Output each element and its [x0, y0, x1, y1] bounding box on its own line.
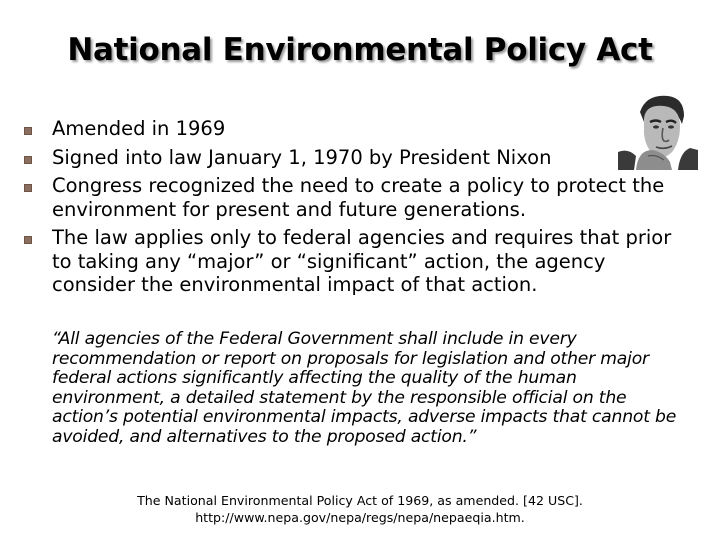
- slide-title: National Environmental Policy Act: [67, 32, 653, 68]
- bullet-text: The law applies only to federal agencies and requires that prior to taking any “major” or “significant” action, the agency consider the environmental impact of that action.: [52, 226, 672, 296]
- citation-title: The National Environmental Policy Act of 1969, as amended. [42 USC].: [137, 493, 583, 508]
- bullet-text: Congress recognized the need to create a policy to protect the environment for present and future generations.: [52, 174, 665, 221]
- source-citation: [60, 492, 660, 526]
- bullet-text: Signed into law January 1, 1970 by President Nixon: [52, 145, 552, 169]
- citation-url: http://www.nepa.gov/nepa/regs/nepa/nepaeqia.htm.: [195, 510, 525, 525]
- square-bullet-icon: [24, 236, 32, 244]
- bullet-item: [20, 117, 690, 141]
- square-bullet-icon: [24, 127, 32, 135]
- bullet-item: [20, 174, 690, 221]
- bullet-text: Amended in 1969: [52, 117, 226, 140]
- bullet-item: [20, 146, 690, 170]
- square-bullet-icon: [24, 156, 32, 164]
- bullet-item: [20, 226, 690, 297]
- bullet-list: [20, 117, 690, 302]
- square-bullet-icon: [24, 184, 32, 192]
- nepa-quote: “All agencies of the Federal Government shall include in every recommendation or report on proposals for legislation and other major federal actions significantly affecting the quality of the human environment, a detailed statement by the responsible official on the action’s potential environmental impacts, adverse impacts that cannot be avoided, and alternatives to the proposed action.”: [52, 329, 677, 447]
